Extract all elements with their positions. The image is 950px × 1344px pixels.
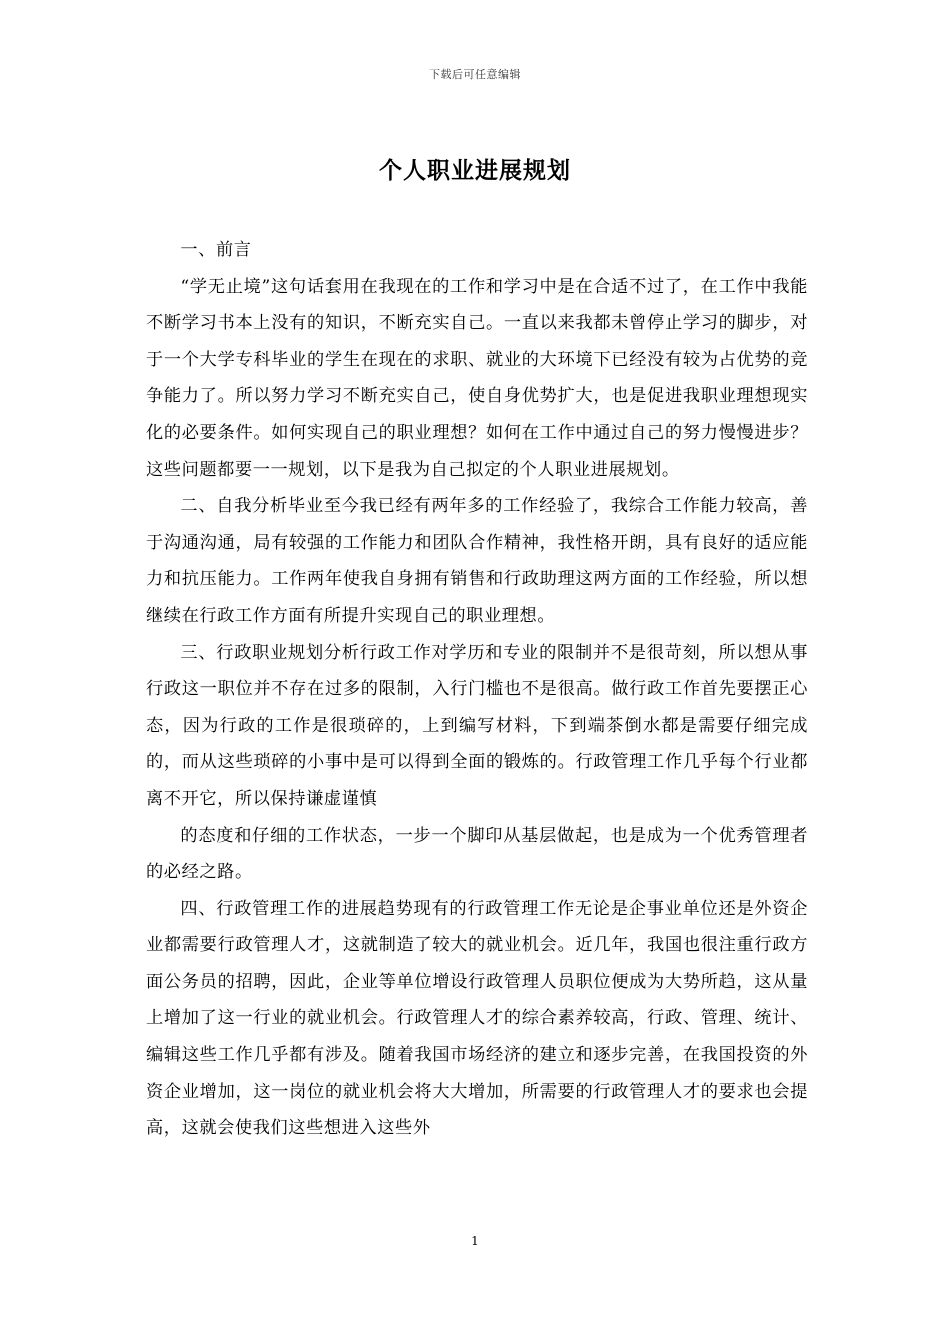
paragraph-self-analysis: 二、自我分析毕业至今我已经有两年多的工作经验了，我综合工作能力较高，善于沟通沟通，局有较强的工作能力和团队合作精神，我性格开朗，具有良好的适应能力和抗压能力。工作两年使我自身拥有销售和行政助理这两方面的工作经验，所以想继续在行政工作方面有所提升实现自己的职业理想。 [146,496,808,626]
document-body [146,232,808,1147]
paragraph-preface: “学无止境”这句话套用在我现在的工作和学习中是在合适不过了，在工作中我能不断学习书本上没有的知识，不断充实自己。一直以来我都未曾停止学习的脚步，对于一个大学专科毕业的学生在现在的求职、就业的大环境下已经没有较为占优势的竞争能力了。所以努力学习不断充实自己，使自身优势扩大，也是促进我职业理想现实化的必要条件。如何实现自己的职业理想？如何在工作中通过自己的努力慢慢进步？这些问题都要一一规划，以下是我为自己拟定的个人职业进展规划。 [146,276,808,480]
section-heading-preface: 一、前言 [180,240,252,260]
page-number: 1 [471,1234,479,1248]
header-note: 下载后可任意编辑 [429,68,521,81]
paragraph-career-analysis: 三、行政职业规划分析行政工作对学历和专业的限制并不是很苛刻，所以想从事行政这一职位并不存在过多的限制，入行门槛也不是很高。做行政工作首先要摆正心态，因为行政的工作是很琐碎的，上到编写材料，下到端茶倒水都是需要仔细完成的，而从这些琐碎的小事中是可以得到全面的锻炼的。行政管理工作几乎每个行业都离不开它，所以保持谦虚谨慎 [146,642,808,809]
paragraph-career-analysis-continued: 的态度和仔细的工作状态，一步一个脚印从基层做起，也是成为一个优秀管理者的必经之路。 [146,825,808,883]
document-title: 个人职业进展规划 [379,157,571,184]
paragraph-development-trend: 四、行政管理工作的进展趋势现有的行政管理工作无论是企事业单位还是外资企业都需要行政管理人才，这就制造了较大的就业机会。近几年，我国也很注重行政方面公务员的招聘，因此，企业等单位增设行政管理人员职位便成为大势所趋，这从量上增加了这一行业的就业机会。行政管理人才的综合素养较高，行政、管理、统计、编辑这些工作几乎都有涉及。随着我国市场经济的建立和逐步完善，在我国投资的外资企业增加，这一岗位的就业机会将大大增加，所需要的行政管理人才的要求也会提高，这就会使我们这些想进入这些外 [146,898,808,1139]
